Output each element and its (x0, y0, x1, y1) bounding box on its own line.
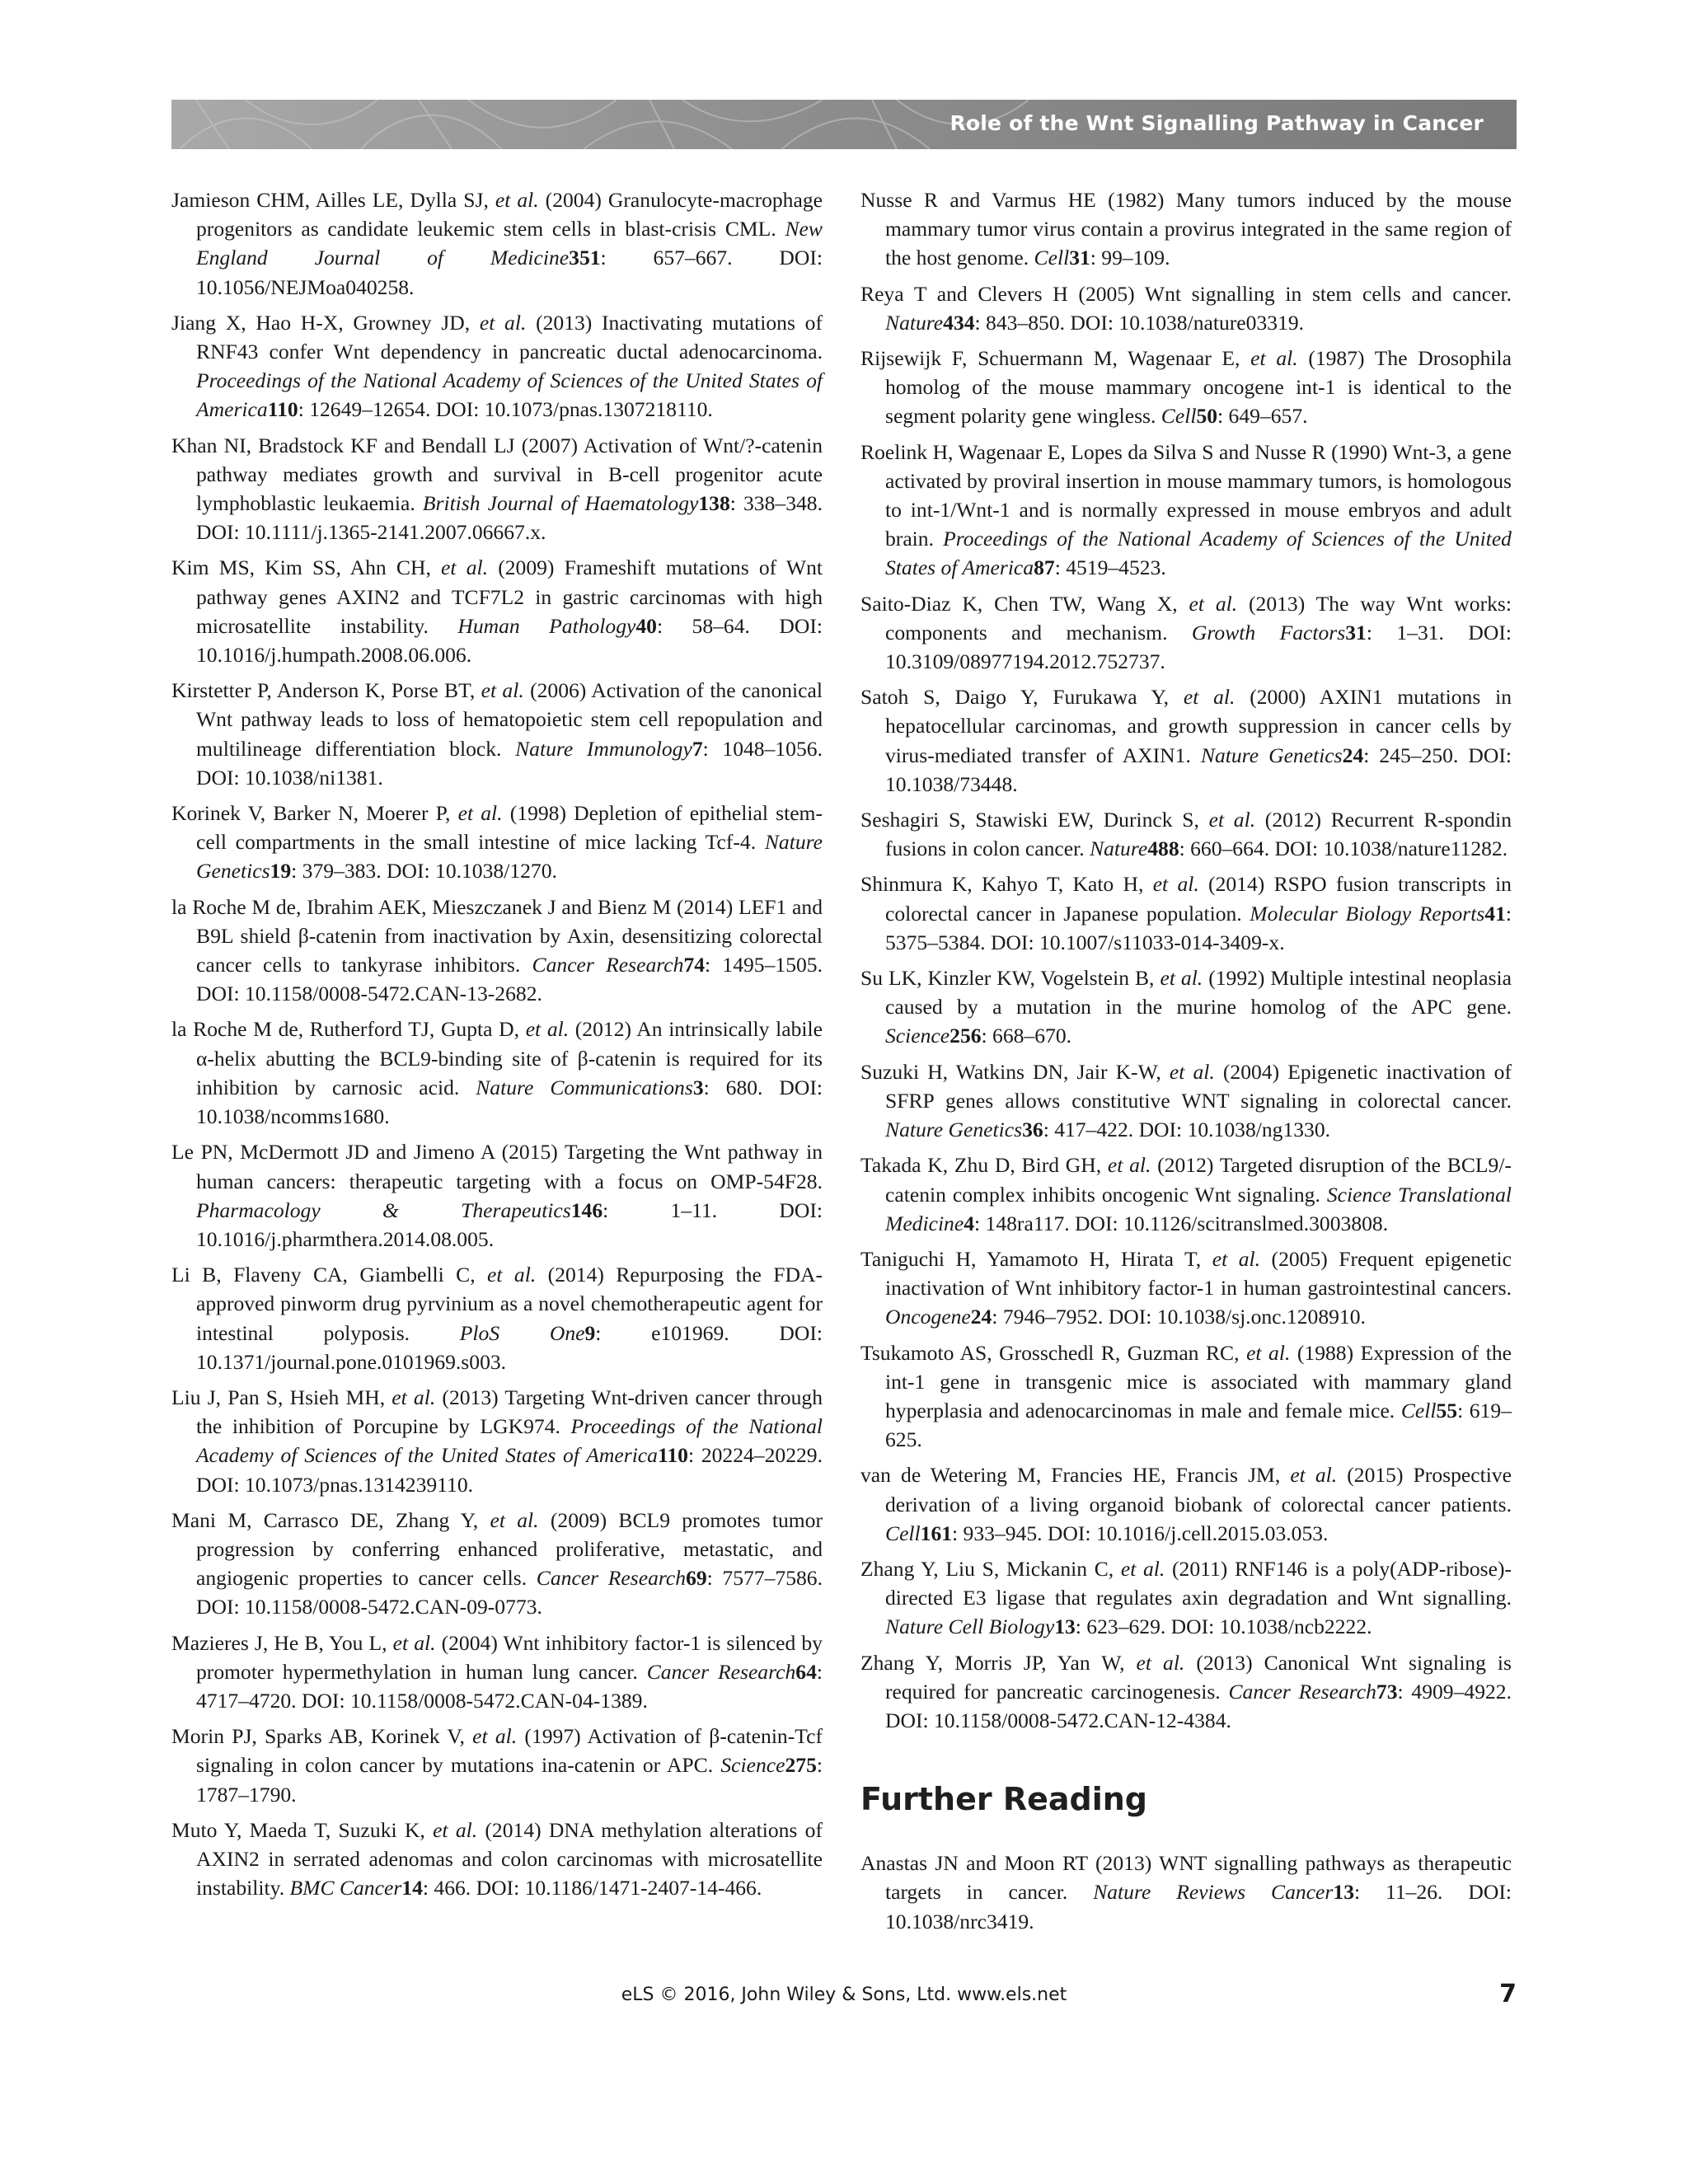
reference-authors: Su LK, Kinzler KW, Vogelstein B, (860, 966, 1160, 991)
reference-authors: Mazieres J, He B, You L, (171, 1630, 393, 1655)
reference-pages-doi: : 379–383. DOI: 10.1038/1270. (291, 859, 557, 883)
reference-pages-doi: : 417–422. DOI: 10.1038/ng1330. (1043, 1118, 1331, 1142)
volume-number: 7 (692, 736, 703, 761)
et-al: et al. (1183, 685, 1236, 710)
et-al: et al. (392, 1385, 436, 1409)
journal-name: Cancer Research (1228, 1679, 1376, 1704)
et-al: et al. (1169, 1059, 1215, 1084)
reference-title: (2011) RNF146 is a poly(ADP-ribose)-directed E3 ligase that regulates axin degradation and Wnt signalling. (885, 1556, 1512, 1610)
reference-pages-doi: : 245–250. DOI: 10.1038/73448. (885, 743, 1512, 796)
reference-pages-doi: : 466. DOI: 10.1186/1471-2407-14-466. (422, 1876, 762, 1900)
reference-pages-doi: : 657–667. DOI: 10.1056/NEJMoa040258. (196, 246, 823, 299)
journal-name: Nature Communications (476, 1075, 693, 1099)
journal-name: BMC Cancer (289, 1876, 402, 1900)
reference-entry (860, 438, 1512, 583)
reference-entry (860, 185, 1512, 273)
reference-title: (2009) Frameshift mutations of Wnt pathway genes AXIN2 and TCF7L2 in gastric carcinomas with high microsatellite instability. (196, 555, 823, 638)
volume-number: 256 (950, 1024, 982, 1048)
reference-title: (2012) Targeted disruption of the BCL9/-catenin complex inhibits oncogenic Wnt signaling. (885, 1153, 1512, 1207)
et-al: et al. (490, 1507, 539, 1532)
journal-name: Cell (1034, 246, 1070, 270)
reference-entry (171, 1816, 823, 1903)
reference-entry (171, 1383, 823, 1499)
reference-pages-doi: : 58–64. DOI: 10.1016/j.humpath.2008.06.006. (196, 613, 823, 668)
reference-pages-doi: : 843–850. DOI: 10.1038/nature03319. (974, 310, 1305, 335)
reference-pages-doi: : e101969. DOI: 10.1371/journal.pone.0101969.s003. (196, 1320, 823, 1374)
reference-title: (2013) Canonical Wnt signaling is required for pancreatic carcinogenesis. (885, 1650, 1512, 1704)
reference-authors: la Roche M de, Rutherford TJ, Gupta D, (171, 1017, 526, 1042)
reference-entry (860, 1849, 1512, 1936)
journal-name: Nature Reviews Cancer (1093, 1880, 1334, 1905)
reference-authors: Anastas JN and Moon RT (2013) WNT signalling pathways as therapeutic targets in cancer. (860, 1851, 1512, 1905)
journal-name: Pharmacology & Therapeutics (196, 1197, 571, 1222)
reference-entry (171, 676, 823, 792)
further-reading-list (860, 1849, 1512, 1936)
et-al: et al. (479, 310, 527, 335)
reference-title: (2004) Wnt inhibitory factor-1 is silenced by promoter hypermethylation in human lung cancer. (196, 1630, 823, 1684)
journal-name: Nature Genetics (1200, 743, 1343, 767)
volume-number: 24 (970, 1305, 992, 1329)
journal-name: Science (885, 1024, 950, 1048)
reference-title: (2012) An intrinsically labile α-helix abutting the BCL9-binding site of β-catenin is required for its inhibition by carnosic acid. (196, 1017, 823, 1099)
reference-title: (2013) Targeting Wnt-driven cancer through the inhibition of Porcupine by LGK974. (196, 1385, 823, 1439)
journal-name: Nature Genetics (885, 1118, 1023, 1142)
et-al: et al. (457, 801, 503, 826)
reference-authors: Reya T and Clevers H (2005) Wnt signalling in stem cells and cancer. (860, 281, 1512, 306)
reference-entry (860, 279, 1512, 337)
reference-title: (2005) Frequent epigenetic inactivation of Wnt inhibitory factor-1 in human gastrointestinal cancers. (885, 1246, 1512, 1301)
reference-title: (1988) Expression of the int-1 gene in transgenic mice is associated with mammary gland hyperplasia and adenocarcinomas in male and female mice. (885, 1340, 1512, 1422)
volume-number: 146 (570, 1197, 603, 1222)
volume-number: 434 (943, 310, 975, 335)
journal-name: Oncogene (885, 1305, 971, 1329)
reference-authors: Suzuki H, Watkins DN, Jair K-W, (860, 1059, 1170, 1084)
reference-entry (860, 1554, 1512, 1642)
reference-title: (2000) AXIN1 mutations in hepatocellular carcinomas, and growth suppression in cancer cells by virus-mediated transfer of AXIN1. (885, 685, 1512, 767)
reference-authors: Jiang X, Hao H-X, Growney JD, (171, 310, 480, 335)
reference-pages-doi: : 4717–4720. DOI: 10.1158/0008-5472.CAN-04-1389. (196, 1659, 823, 1713)
reference-authors: Mani M, Carrasco DE, Zhang Y, (171, 1507, 490, 1532)
et-al: et al. (1290, 1463, 1338, 1488)
reference-entry (171, 893, 823, 1009)
et-al: et al. (495, 188, 539, 212)
et-al: et al. (481, 678, 524, 703)
reference-authors: Shinmura K, Kahyo T, Kato H, (860, 872, 1153, 897)
reference-pages-doi: : 1495–1505. DOI: 10.1158/0008-5472.CAN-13-2682. (196, 953, 823, 1006)
et-al: et al. (1152, 872, 1199, 897)
et-al: et al. (1246, 1340, 1291, 1365)
reference-authors: Roelink H, Wagenaar E, Lopes da Silva S and Nusse R (1990) Wnt-3, a gene activated by proviral insertion in mouse mammary tumors, is homologous to int-1/Wnt-1 and is normally expressed in mouse embryos and adult brain. (860, 439, 1512, 551)
reference-entry (171, 1722, 823, 1809)
reference-authors: Jamieson CHM, Ailles LE, Dylla SJ, (171, 188, 495, 212)
journal-name: Molecular Biology Reports (1250, 901, 1485, 926)
et-al: et al. (1189, 591, 1238, 616)
reference-pages-doi: : 20224–20229. DOI: 10.1073/pnas.1314239110. (196, 1443, 823, 1497)
volume-number: 69 (686, 1566, 707, 1591)
reference-title: (2013) The way Wnt works: components and mechanism. (885, 591, 1512, 644)
journal-name: Cell (885, 1521, 921, 1545)
reference-authors: Nusse R and Varmus HE (1982) Many tumors induced by the mouse mammary tumor virus contain a provirus integrated in the same region of the host genome. (860, 188, 1512, 270)
journal-name: Nature (1090, 837, 1148, 861)
volume-number: 64 (795, 1659, 817, 1684)
volume-number: 87 (1034, 555, 1055, 580)
reference-authors: Zhang Y, Morris JP, Yan W, (860, 1650, 1137, 1675)
volume-number: 40 (635, 613, 657, 638)
reference-title: (2012) Recurrent R-spondin fusions in colon cancer. (885, 808, 1512, 861)
journal-name: Proceedings of the National Academy of Sciences of the United States of America (196, 1414, 823, 1468)
volume-number: 138 (698, 491, 730, 516)
reference-entry (860, 344, 1512, 431)
et-al: et al. (1208, 808, 1256, 832)
volume-number: 161 (920, 1521, 953, 1545)
reference-title: (2006) Activation of the canonical Wnt pathway leads to loss of hematopoietic stem cell repopulation and multilineage differentiation block. (196, 678, 823, 761)
journal-name: New England Journal of Medicine (196, 217, 823, 270)
journal-name: PloS One (459, 1320, 585, 1345)
journal-name: Cell (1160, 404, 1197, 429)
page-number: 7 (1499, 1980, 1517, 2008)
et-al: et al. (392, 1630, 436, 1655)
reference-pages-doi: : 623–629. DOI: 10.1038/ncb2222. (1075, 1615, 1372, 1639)
running-title: Role of the Wnt Signalling Pathway in Cancer (950, 111, 1484, 135)
reference-entry (860, 1057, 1512, 1145)
journal-name: Nature Immunology (515, 736, 692, 761)
reference-title: (2009) BCL9 promotes tumor progression by conferring enhanced proliferative, metastatic, and angiogenic properties to cancer cells. (196, 1507, 823, 1591)
volume-number: 488 (1147, 837, 1179, 861)
reference-title: (2014) RSPO fusion transcripts in colorectal cancer in Japanese population. (885, 872, 1512, 926)
reference-title: (2015) Prospective derivation of a living organoid biobank of colorectal cancer patients. (885, 1463, 1512, 1516)
reference-pages-doi: : 7946–7952. DOI: 10.1038/sj.onc.1208910. (992, 1305, 1366, 1329)
reference-entry (171, 185, 823, 302)
reference-title: (2014) Repurposing the FDA-approved pinworm drug pyrvinium as a novel chemotherapeutic agent for intestinal polyposis. (196, 1263, 823, 1345)
volume-number: 50 (1196, 404, 1218, 429)
reference-pages-doi: : 4909–4922. DOI: 10.1158/0008-5472.CAN-12-4384. (885, 1679, 1512, 1732)
volume-number: 19 (270, 859, 292, 883)
volume-number: 73 (1376, 1679, 1398, 1704)
reference-authors: la Roche M de, Ibrahim AEK, Mieszczanek J and Bienz M (2014) LEF1 and B9L shield β-catenin from inactivation by Axin, desensitizing colorectal cancer cells to tankyrase inhibitors. (171, 894, 823, 977)
copyright-line: eLS © 2016, John Wiley & Sons, Ltd. www.els.net (621, 1985, 1067, 2005)
reference-pages-doi: : 148ra117. DOI: 10.1126/scitranslmed.3003808. (974, 1211, 1389, 1235)
reference-entry (171, 1506, 823, 1622)
reference-title: (1997) Activation of β-catenin-Tcf signaling in colon cancer by mutations ina-catenin or APC. (196, 1724, 823, 1778)
reference-authors: Muto Y, Maeda T, Suzuki K, (171, 1817, 434, 1842)
journal-name: Growth Factors (1191, 620, 1346, 644)
journal-name: Human Pathology (457, 613, 636, 638)
journal-name: Cancer Research (536, 1566, 687, 1591)
reference-authors: Kirstetter P, Anderson K, Porse BT, (171, 678, 481, 703)
reference-authors: van de Wetering M, Francies HE, Francis JM, (860, 1463, 1291, 1488)
volume-number: 9 (584, 1320, 596, 1345)
reference-entry (171, 1260, 823, 1376)
reference-authors: Saito-Diaz K, Chen TW, Wang X, (860, 591, 1189, 616)
et-al: et al. (1136, 1650, 1185, 1675)
reference-authors: Takada K, Zhu D, Bird GH, (860, 1153, 1108, 1178)
volume-number: 55 (1436, 1398, 1458, 1422)
journal-name: Proceedings of the National Academy of Sciences of the United States of America (885, 527, 1512, 580)
reference-pages-doi: : 660–664. DOI: 10.1038/nature11282. (1179, 837, 1508, 861)
reference-title: (2013) Inactivating mutations of RNF43 confer Wnt dependency in pancreatic ductal adenocarcinoma. (196, 310, 823, 364)
reference-authors: Liu J, Pan S, Hsieh MH, (171, 1385, 392, 1409)
volume-number: 36 (1022, 1118, 1043, 1142)
reference-title: (1987) The Drosophila homolog of the mouse mammary oncogene int-1 is identical to the segment polarity gene wingless. (885, 346, 1512, 429)
journal-name: Cancer Research (532, 953, 684, 977)
reference-entry (860, 1460, 1512, 1548)
reference-pages-doi: : 12649–12654. DOI: 10.1073/pnas.1307218110. (298, 397, 713, 422)
reference-entry (171, 799, 823, 886)
volume-number: 351 (569, 246, 601, 270)
volume-number: 24 (1342, 743, 1364, 767)
reference-authors: Kim MS, Kim SS, Ahn CH, (171, 555, 442, 580)
journal-name: Cancer Research (646, 1659, 796, 1684)
reference-entry (860, 805, 1512, 863)
reference-entry (860, 1648, 1512, 1736)
reference-entry (860, 1338, 1512, 1455)
reference-pages-doi: : 1787–1790. (196, 1753, 823, 1807)
reference-authors: Seshagiri S, Stawiski EW, Durinck S, (860, 808, 1209, 832)
page-footer (171, 1980, 1517, 2013)
reference-pages-doi: : 668–670. (981, 1024, 1072, 1048)
reference-pages-doi: : 1048–1056. DOI: 10.1038/ni1381. (196, 736, 823, 790)
reference-authors: Taniguchi H, Yamamoto H, Hirata T, (860, 1246, 1212, 1271)
reference-authors: Khan NI, Bradstock KF and Bendall LJ (2007) Activation of Wnt/?-catenin pathway mediates growth and survival in B-cell progenitor acute lymphoblastic leukaemia. (171, 433, 823, 516)
reference-authors: Tsukamoto AS, Grosschedl R, Guzman RC, (860, 1340, 1247, 1365)
reference-pages-doi: : 99–109. (1090, 246, 1170, 270)
volume-number: 74 (683, 953, 706, 977)
volume-number: 14 (401, 1876, 423, 1900)
reference-pages-doi: : 1–31. DOI: 10.3109/08977194.2012.752737. (885, 620, 1512, 674)
reference-title: (2014) DNA methylation alterations of AXIN2 in serrated adenomas and colon carcinomas with microsatellite instability. (196, 1817, 823, 1900)
reference-authors: Rijsewijk F, Schuermann M, Wagenaar E, (860, 346, 1251, 371)
reference-pages-doi: : 338–348. DOI: 10.1111/j.1365-2141.2007.06667.x. (196, 491, 823, 545)
journal-name: Science (720, 1753, 785, 1778)
volume-number: 31 (1345, 620, 1367, 644)
reference-entry (171, 308, 823, 424)
volume-number: 13 (1054, 1615, 1076, 1639)
journal-name: Proceedings of the National Academy of Sciences of the United States of America (196, 368, 823, 422)
reference-entry (860, 963, 1512, 1051)
journal-name: Nature Genetics (196, 830, 823, 883)
volume-number: 4 (964, 1211, 975, 1235)
reference-entry (171, 1137, 823, 1254)
reference-pages-doi: : 680. DOI: 10.1038/ncomms1680. (196, 1075, 823, 1129)
reference-authors: Le PN, McDermott JD and Jimeno A (2015) Targeting the Wnt pathway in human cancers: therapeutic targeting with a focus on OMP-54F28. (171, 1140, 823, 1193)
volume-number: 110 (657, 1443, 688, 1468)
reference-entry (171, 431, 823, 547)
further-reading-heading: Further Reading (860, 1781, 1147, 1818)
reference-entry (860, 1244, 1512, 1332)
reference-pages-doi: : 4519–4523. (1054, 555, 1166, 580)
volume-number: 275 (785, 1753, 817, 1778)
reference-pages-doi: : 619–625. (885, 1398, 1512, 1452)
volume-number: 31 (1069, 246, 1090, 270)
journal-name: Nature Cell Biology (885, 1615, 1055, 1639)
et-al: et al. (1107, 1153, 1151, 1178)
reference-entry (860, 869, 1512, 957)
reference-authors: Li B, Flaveny CA, Giambelli C, (171, 1263, 488, 1287)
reference-authors: Morin PJ, Sparks AB, Korinek V, (171, 1724, 473, 1749)
reference-entry (171, 553, 823, 669)
reference-pages-doi: : 649–657. (1217, 404, 1308, 429)
journal-name: Science Translational Medicine (885, 1182, 1512, 1235)
reference-pages-doi: : 11–26. DOI: 10.1038/nrc3419. (885, 1880, 1512, 1933)
reference-pages-doi: : 933–945. DOI: 10.1016/j.cell.2015.03.053. (952, 1521, 1329, 1545)
volume-number: 13 (1333, 1880, 1354, 1905)
running-header-banner (171, 100, 1517, 149)
reference-title: (2004) Granulocyte-macrophage progenitors as candidate leukemic stem cells in blast-crisis CML. (196, 188, 823, 241)
volume-number: 41 (1484, 901, 1506, 926)
reference-authors: Zhang Y, Liu S, Mickanin C, (860, 1556, 1121, 1581)
reference-title: (1998) Depletion of epithelial stem-cell compartments in the small intestine of mice lacking Tcf-4. (196, 801, 823, 855)
references-list-right (860, 185, 1512, 1735)
reference-entry (860, 589, 1512, 677)
reference-pages-doi: : 1–11. DOI: 10.1016/j.pharmthera.2014.08.005. (196, 1197, 823, 1251)
volume-number: 3 (692, 1075, 704, 1099)
journal-name: Nature (885, 310, 944, 335)
journal-name: Cell (1400, 1398, 1437, 1422)
reference-entry (171, 1629, 823, 1716)
references-column-left (171, 185, 823, 1909)
reference-authors: Satoh S, Daigo Y, Furukawa Y, (860, 685, 1184, 710)
reference-pages-doi: : 5375–5384. DOI: 10.1007/s11033-014-3409-x. (885, 901, 1512, 954)
reference-entry (171, 1015, 823, 1131)
reference-title: (1992) Multiple intestinal neoplasia caused by a mutation in the murine homolog of the APC gene. (885, 966, 1512, 1019)
et-al: et al. (1160, 966, 1203, 991)
reference-entry (860, 1151, 1512, 1238)
reference-pages-doi: : 7577–7586. DOI: 10.1158/0008-5472.CAN-09-0773. (196, 1566, 823, 1619)
et-al: et al. (1250, 346, 1298, 371)
journal-name: British Journal of Haematology (422, 491, 699, 516)
reference-authors: Korinek V, Barker N, Moerer P, (171, 801, 458, 826)
et-al: et al. (472, 1724, 518, 1749)
reference-entry (860, 682, 1512, 799)
et-al: et al. (433, 1817, 478, 1842)
et-al: et al. (441, 555, 489, 580)
et-al: et al. (487, 1263, 537, 1287)
reference-title: (2004) Epigenetic inactivation of SFRP genes allows constitutive WNT signaling in colorectal cancer. (885, 1059, 1512, 1113)
volume-number: 110 (267, 397, 298, 422)
et-al: et al. (1120, 1556, 1165, 1581)
references-column-right (860, 185, 1512, 1943)
et-al: et al. (525, 1017, 570, 1042)
et-al: et al. (1212, 1246, 1261, 1271)
